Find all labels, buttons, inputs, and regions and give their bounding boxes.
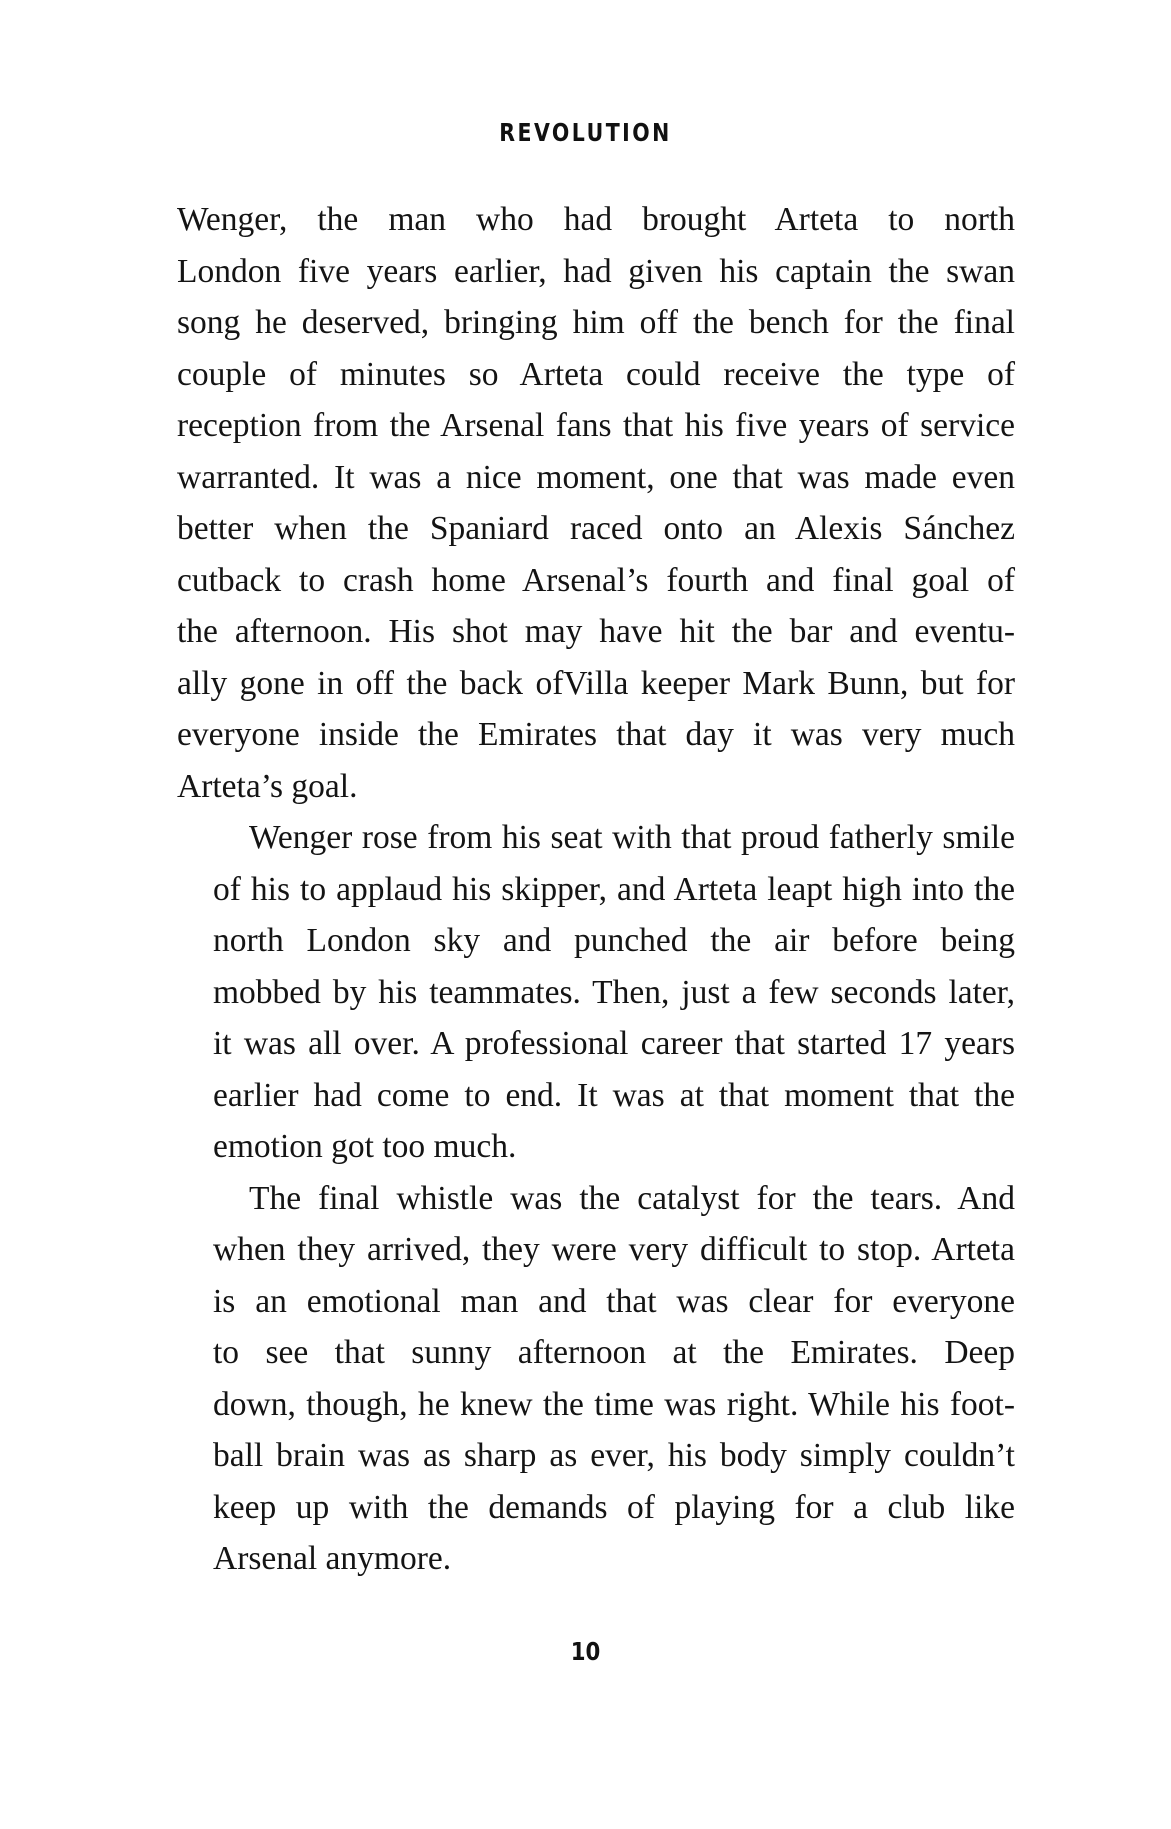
text-line: it was all over. A professional career that started 17 years — [213, 1025, 1015, 1062]
text-line: the afternoon. His shot may have hit the bar and eventu- — [177, 613, 1015, 650]
running-head: REVOLUTION — [499, 118, 672, 147]
paragraph-2 — [177, 812, 1015, 1173]
text-line: north London sky and punched the air before being — [213, 922, 1015, 959]
text-line: Wenger, the man who had brought Arteta to north — [177, 201, 1015, 238]
text-line: London five years earlier, had given his captain the swan — [177, 252, 1015, 290]
text-line: mobbed by his teammates. Then, just a few seconds later, — [213, 973, 1015, 1011]
text-line: keep up with the demands of playing for a club like — [213, 1488, 1015, 1526]
text-line: down, though, he knew the time was right. While his foot- — [213, 1385, 1015, 1423]
text-line: The final whistle was the catalyst for the tears. And — [249, 1179, 1015, 1217]
paragraph-3 — [177, 1173, 1015, 1585]
text-line: ball brain was as sharp as ever, his body simply couldn’t — [213, 1437, 1015, 1474]
text-line: song he deserved, bringing him off the bench for the final — [177, 304, 1015, 341]
text-line: emotion got too much. — [213, 1128, 517, 1165]
text-line: ally gone in off the back ofVilla keeper Mark Bunn, but for — [177, 664, 1015, 702]
body-text — [177, 194, 1015, 1585]
text-line: everyone inside the Emirates that day it was very much — [177, 716, 1015, 753]
paragraph-1 — [177, 194, 1015, 812]
text-line: of his to applaud his skipper, and Arteta leapt high into the — [213, 870, 1015, 908]
text-line: Wenger rose from his seat with that proud fatherly smile — [249, 819, 1015, 856]
text-line: warranted. It was a nice moment, one that was made even — [177, 458, 1015, 496]
text-line: is an emotional man and that was clear for everyone — [213, 1282, 1015, 1320]
text-line: couple of minutes so Arteta could receive the type of — [177, 355, 1015, 393]
text-line: to see that sunny afternoon at the Emirates. Deep — [213, 1334, 1015, 1371]
text-line: better when the Spaniard raced onto an Alexis Sánchez — [177, 510, 1015, 547]
text-line: when they arrived, they were very difficult to stop. Arteta — [213, 1231, 1015, 1268]
text-line: earlier had come to end. It was at that moment that the — [213, 1076, 1015, 1114]
text-line: cutback to crash home Arsenal’s fourth and final goal of — [177, 561, 1015, 599]
text-line: reception from the Arsenal fans that his five years of service — [177, 407, 1015, 444]
page-number: 10 — [570, 1637, 601, 1666]
text-line: Arsenal anymore. — [213, 1540, 452, 1577]
text-line: Arteta’s goal. — [177, 767, 358, 805]
